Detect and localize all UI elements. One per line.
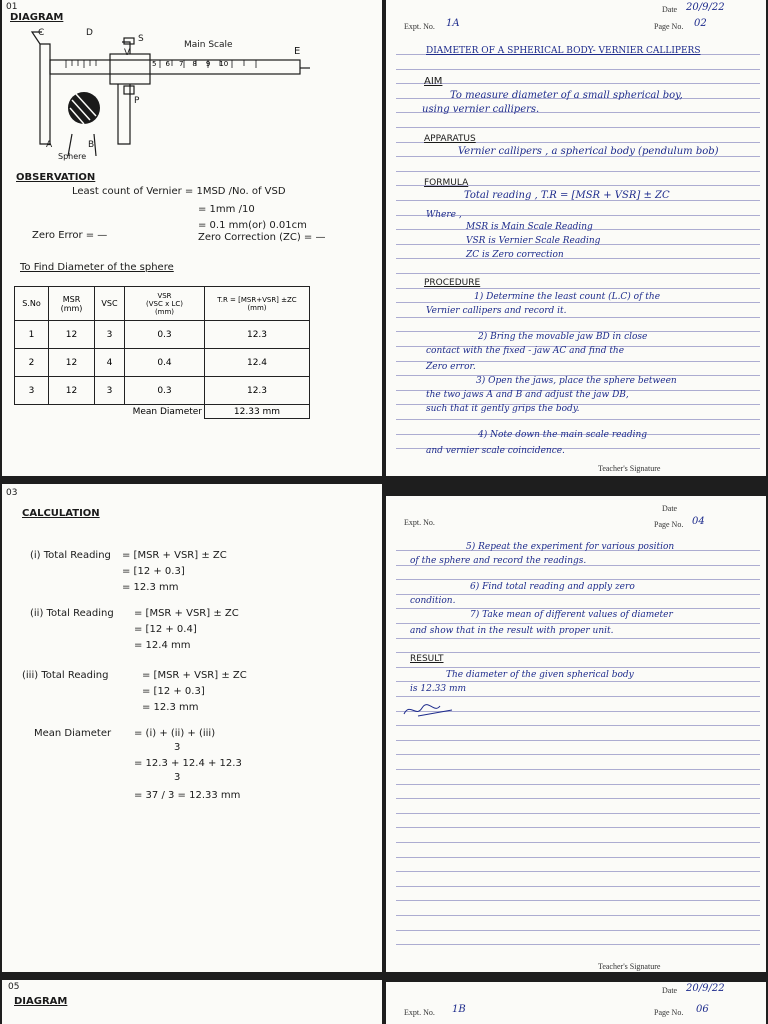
col-sno: S.No (15, 287, 49, 321)
notebook-page-04 (386, 496, 766, 972)
notebook-page-01 (2, 0, 382, 476)
aim-heading: AIM (424, 76, 443, 87)
ruled-line (396, 871, 760, 872)
page-label: Page No. (654, 1008, 684, 1017)
expt-value: 1A (446, 18, 460, 29)
aim-text: To measure diameter of a small spherical boy, (450, 90, 683, 101)
col-total: T.R = [MSR+VSR] ±ZC (mm) (205, 287, 310, 321)
ruled-line (396, 83, 760, 84)
ruled-line (396, 915, 760, 916)
label-d: D (86, 28, 93, 38)
table-row: 3 12 3 0.3 12.3 (15, 377, 310, 405)
ruled-line (396, 944, 760, 945)
procedure-line: condition. (410, 596, 456, 606)
procedure-line: 2) Bring the movable jaw BD in close (478, 332, 648, 342)
ruled-line (396, 681, 760, 682)
formula-heading: FORMULA (424, 178, 469, 188)
mean-result: = 37 / 3 = 12.33 mm (134, 790, 241, 801)
calc-1-formula: = [MSR + VSR] ± ZC (122, 550, 227, 561)
ruled-line (396, 769, 760, 770)
observation-table (14, 286, 310, 419)
diagram-heading: DIAGRAM (14, 996, 68, 1007)
ruled-line (396, 638, 760, 639)
calc-3-formula: = [MSR + VSR] ± ZC (142, 670, 247, 681)
procedure-line: the two jaws A and B and adjust the jaw DB, (426, 390, 629, 400)
col-msr: MSR (mm) (49, 287, 95, 321)
procedure-line: of the sphere and record the readings. (410, 556, 587, 566)
where-vsr: VSR is Vernier Scale Reading (466, 236, 601, 246)
page-number: 06 (696, 1004, 709, 1015)
ruled-line (396, 652, 760, 653)
calc-2-result: = 12.4 mm (134, 640, 191, 651)
ruled-line (396, 419, 760, 420)
procedure-line: and vernier scale coincidence. (426, 446, 565, 456)
ruled-line (396, 798, 760, 799)
zero-correction: Zero Correction (ZC) = — (198, 232, 326, 243)
ruled-line (396, 842, 760, 843)
table-row: 1 12 3 0.3 12.3 (15, 321, 310, 349)
ruled-line (396, 317, 760, 318)
where-zc: ZC is Zero correction (466, 250, 564, 260)
formula-text: Total reading , T.R = [MSR + VSR] ± ZC (464, 190, 670, 201)
scale-digits: 5 6 7 8 9 10 (152, 60, 229, 68)
date-label: Date (662, 986, 678, 995)
calculation-heading: CALCULATION (22, 508, 100, 519)
page-number: 05 (8, 982, 20, 992)
procedure-line: such that it gently grips the body. (426, 404, 580, 414)
col-vsc: VSC (95, 287, 125, 321)
label-e: E (294, 46, 301, 57)
label-b: B (88, 140, 95, 150)
ruled-line (396, 813, 760, 814)
observation-heading: OBSERVATION (16, 172, 96, 183)
ruled-line (396, 900, 760, 901)
procedure-line: 5) Repeat the experiment for various position (466, 542, 675, 552)
calc-2-label: (ii) Total Reading (30, 608, 114, 619)
least-count-step: = 1mm /10 (198, 204, 255, 215)
procedure-line: contact with the fixed - jaw AC and find the (426, 346, 625, 356)
ruled-line (396, 857, 760, 858)
page-number: 02 (694, 18, 707, 29)
sphere-shape (68, 92, 100, 124)
find-diameter-title: To Find Diameter of the sphere (20, 262, 174, 273)
result-heading: RESULT (410, 654, 444, 664)
expt-label: Expt. No. (404, 1008, 435, 1017)
ruled-line (396, 740, 760, 741)
ruled-line (396, 302, 760, 303)
least-count-line: Least count of Vernier = 1MSD /No. of VSD (72, 186, 286, 197)
procedure-line: Vernier callipers and record it. (426, 306, 567, 316)
mean-diameter-label: Mean Diameter (15, 405, 205, 419)
ruled-line (396, 930, 760, 931)
procedure-line: 6) Find total reading and apply zero (470, 582, 635, 592)
least-count-result: = 0.1 mm(or) 0.01cm (198, 220, 307, 231)
procedure-line: 4) Note down the main scale reading (478, 430, 648, 440)
calc-1-result: = 12.3 mm (122, 582, 179, 593)
calc-3-sub: = [12 + 0.3] (142, 686, 205, 697)
mean-formula: = (i) + (ii) + (iii) (134, 728, 216, 739)
notebook-page-02 (386, 0, 766, 476)
calc-1-label: (i) Total Reading (30, 550, 111, 561)
procedure-line: 7) Take mean of different values of diameter (470, 610, 673, 620)
notebook-page-03 (2, 484, 382, 972)
table-row: 2 12 4 0.4 12.4 (15, 349, 310, 377)
apparatus-heading: APPARATUS (424, 134, 476, 144)
apparatus-text: Vernier callipers , a spherical body (pendulum bob) (458, 146, 719, 157)
expt-label: Expt. No. (404, 22, 435, 31)
date-label: Date (662, 5, 678, 14)
ruled-line (396, 725, 760, 726)
teacher-signature: Teacher's Signature (598, 464, 661, 473)
experiment-title: DIAMETER OF A SPHERICAL BODY- VERNIER CALLIPERS (426, 46, 701, 56)
label-a: A (46, 140, 53, 150)
date-value: 20/9/22 (686, 983, 725, 994)
ruled-line (396, 827, 760, 828)
calc-2-sub: = [12 + 0.4] (134, 624, 197, 635)
mean-denominator: 3 (174, 742, 181, 753)
ruled-line (396, 273, 760, 274)
notebook-page-05 (2, 980, 382, 1024)
ruled-line (396, 579, 760, 580)
date-label: Date (662, 504, 678, 513)
procedure-line: and show that in the result with proper unit. (410, 626, 614, 636)
calc-1-sub: = [12 + 0.3] (122, 566, 185, 577)
zero-error: Zero Error = — (32, 230, 108, 241)
page-number: 01 (6, 2, 18, 12)
procedure-line: 3) Open the jaws, place the sphere between (476, 376, 677, 386)
label-c: C (38, 28, 45, 38)
result-text-2: is 12.33 mm (410, 684, 467, 694)
notebook-page-06 (386, 982, 766, 1024)
page-label: Page No. (654, 22, 684, 31)
ruled-line (396, 623, 760, 624)
ruled-line (396, 171, 760, 172)
main-scale-label: Main Scale (184, 40, 233, 50)
mean-sub: = 12.3 + 12.4 + 12.3 (134, 758, 242, 769)
ruled-line (396, 127, 760, 128)
label-v: V (124, 48, 131, 58)
ruled-line (396, 667, 760, 668)
aim-text-2: using vernier callipers. (422, 104, 540, 115)
page-number: 04 (692, 516, 705, 527)
result-text: The diameter of the given spherical body (446, 670, 634, 680)
calc-3-result: = 12.3 mm (142, 702, 199, 713)
ruled-line (396, 784, 760, 785)
diagram-heading: DIAGRAM (10, 12, 64, 23)
ruled-line (396, 258, 760, 259)
ruled-line (396, 594, 760, 595)
calc-3-label: (iii) Total Reading (22, 670, 109, 681)
page-label: Page No. (654, 520, 684, 529)
ruled-line (396, 754, 760, 755)
where-text: Where , (426, 210, 462, 220)
col-vsr: VSR (VSC x LC) (mm) (125, 287, 205, 321)
calc-2-formula: = [MSR + VSR] ± ZC (134, 608, 239, 619)
where-msr: MSR is Main Scale Reading (466, 222, 593, 232)
label-p: P (134, 96, 140, 106)
mean-label: Mean Diameter (34, 728, 112, 739)
mean-diameter-value: 12.33 mm (205, 405, 310, 419)
ruled-line (396, 886, 760, 887)
procedure-heading: PROCEDURE (424, 278, 481, 288)
expt-label: Expt. No. (404, 518, 435, 527)
procedure-line: Zero error. (426, 362, 476, 372)
vernier-caliper-diagram (10, 24, 310, 166)
ruled-line (396, 696, 760, 697)
date-value: 20/9/22 (686, 2, 725, 13)
procedure-line: 1) Determine the least count (L.C) of the (474, 292, 661, 302)
mean-sub-denominator: 3 (174, 772, 181, 783)
label-s: S (138, 34, 144, 44)
ruled-line (396, 69, 760, 70)
expt-value: 1B (452, 1004, 466, 1015)
teacher-signature: Teacher's Signature (598, 962, 661, 971)
sphere-label: Sphere (58, 152, 87, 161)
page-number: 03 (6, 488, 18, 498)
signature-scribble (400, 700, 460, 720)
